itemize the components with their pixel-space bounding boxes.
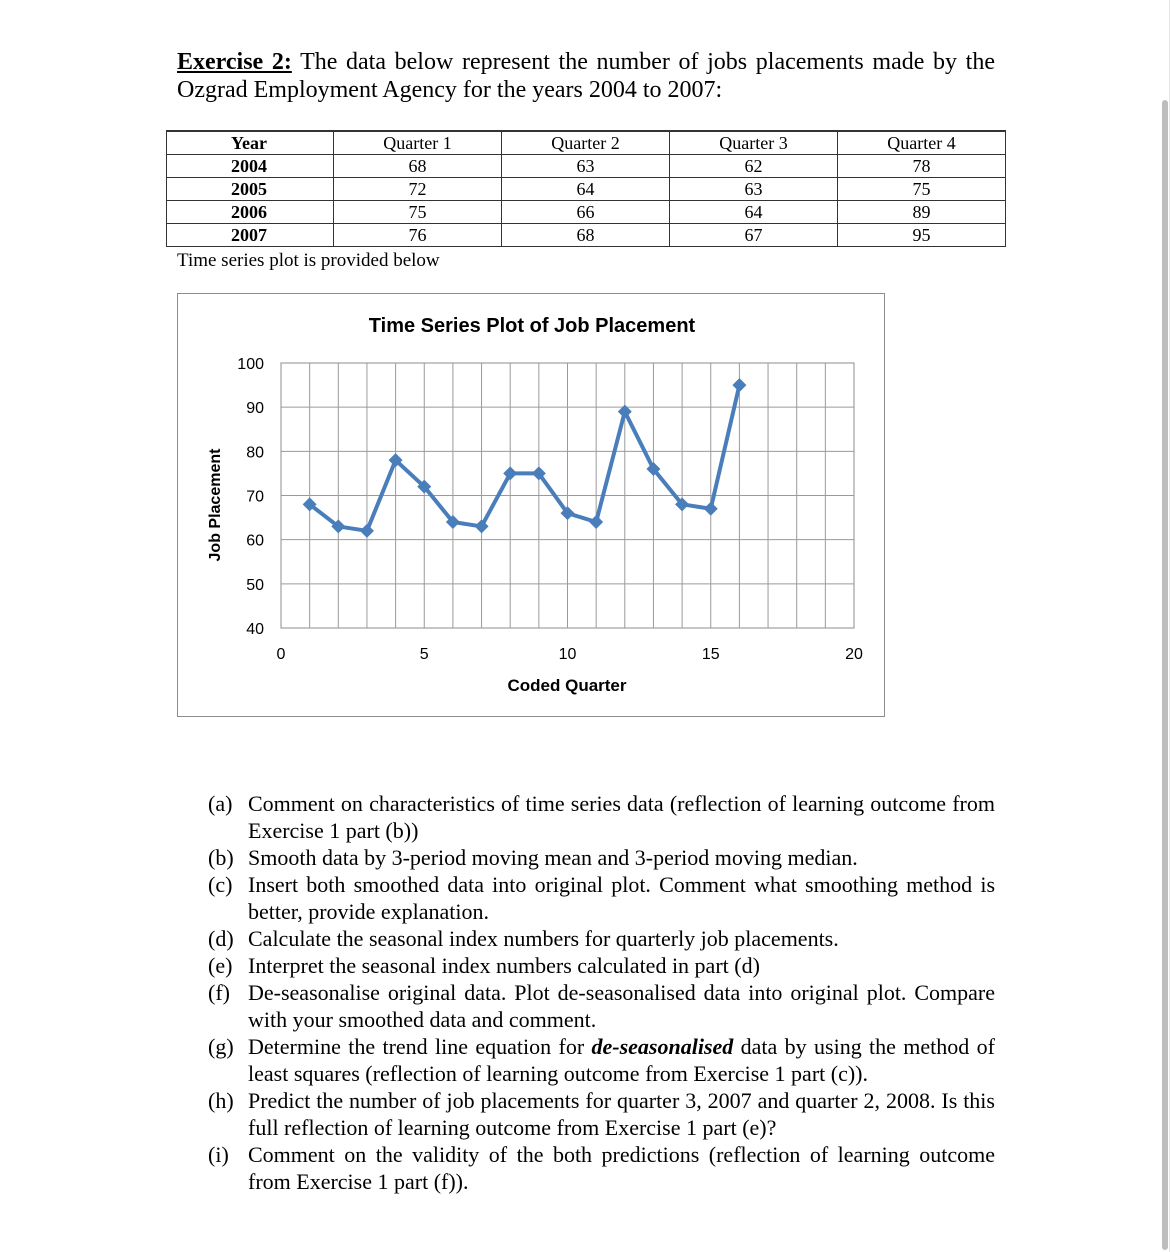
x-tick-label: 20 [845, 646, 863, 663]
question-label: (d) [208, 926, 234, 951]
question-label: (b) [208, 845, 234, 870]
y-tick-label: 60 [246, 532, 264, 550]
job-placement-table [166, 130, 1006, 247]
question-text-before: Determine the trend line equation for [248, 1034, 592, 1059]
question-text: Calculate the seasonal index numbers for quarterly job placements. [248, 926, 839, 951]
chart-grid [281, 363, 854, 628]
question-text: Insert both smoothed data into original plot. Comment what smoothing method is better, provide explanation. [248, 872, 995, 924]
question-label: (f) [208, 980, 230, 1005]
question-text: Smooth data by 3-period moving mean and 3-period moving median. [248, 845, 858, 870]
question-item [208, 790, 995, 844]
question-list [208, 790, 995, 1195]
table-cell: 64 [502, 178, 670, 201]
y-tick-label: 90 [246, 400, 264, 418]
table-cell: 76 [334, 224, 502, 247]
x-tick-label: 0 [276, 646, 286, 663]
data-point-marker [704, 502, 718, 516]
question-text: Predict the number of job placements for quarter 3, 2007 and quarter 2, 2008. Is this full reflection of learning outcome from Exercise 1 part (e)? [248, 1088, 995, 1140]
data-point-marker [732, 378, 746, 392]
data-point-marker [360, 524, 374, 538]
chart-title: Time Series Plot of Job Placement [368, 315, 696, 337]
table-cell: 89 [838, 201, 1006, 224]
y-axis-label: Job Placement [207, 448, 224, 562]
plot-note: Time series plot is provided below [177, 250, 440, 271]
table-row [167, 155, 1006, 178]
table-cell: 75 [334, 201, 502, 224]
exercise-heading [177, 48, 995, 104]
question-item [208, 844, 995, 871]
table-cell: 68 [334, 155, 502, 178]
question-text: De-seasonalise original data. Plot de-seasonalised data into original plot. Compare with your smoothed data and comment. [248, 980, 995, 1032]
time-series-chart [177, 293, 885, 717]
table-row [167, 224, 1006, 247]
header-year: Year [167, 131, 334, 155]
table-cell: 66 [502, 201, 670, 224]
table-header-row [167, 131, 1006, 155]
y-tick-label: 70 [246, 488, 264, 506]
question-text: Interpret the seasonal index numbers calculated in part (d) [248, 953, 760, 978]
table-cell-year: 2004 [167, 155, 334, 178]
table-cell-year: 2005 [167, 178, 334, 201]
question-emphasis: de-seasonalised [591, 1034, 734, 1059]
question-item [208, 1033, 995, 1087]
question-label: (h) [208, 1088, 234, 1113]
table-cell-year: 2007 [167, 224, 334, 247]
x-axis-label: Coded Quarter [507, 676, 627, 695]
y-tick-label: 50 [246, 576, 264, 594]
table-row [167, 201, 1006, 224]
chart-svg [178, 294, 886, 718]
y-tick-label: 80 [246, 444, 264, 462]
question-text: Comment on the validity of the both predictions (reflection of learning outcome from Exercise 1 part (f)). [248, 1142, 995, 1194]
table-cell: 62 [670, 155, 838, 178]
x-tick-label: 15 [701, 646, 720, 663]
header-quarter-1: Quarter 1 [334, 131, 502, 155]
exercise-label: Exercise 2: [177, 49, 292, 75]
vertical-scrollbar[interactable] [1162, 100, 1168, 1250]
question-item [208, 871, 995, 925]
data-point-marker [589, 515, 603, 529]
question-text-after: data by using the method of least squares (reflection of learning outcome from Exercise 1 part (c)). [248, 1034, 995, 1086]
header-quarter-2: Quarter 2 [502, 131, 670, 155]
table-cell: 63 [670, 178, 838, 201]
chart-ticks [237, 356, 863, 663]
exercise-intro: The data below represent the number of jobs placements made by the Ozgrad Employment Agency for the years 2004 to 2007: [177, 49, 995, 103]
question-item [208, 952, 995, 979]
table-cell: 68 [502, 224, 670, 247]
table-row [167, 178, 1006, 201]
question-item [208, 1087, 995, 1141]
question-item [208, 925, 995, 952]
table-cell-year: 2006 [167, 201, 334, 224]
question-text [248, 1034, 995, 1086]
header-quarter-3: Quarter 3 [670, 131, 838, 155]
y-tick-label: 40 [246, 621, 264, 638]
table-cell: 75 [838, 178, 1006, 201]
question-label: (i) [208, 1142, 229, 1167]
table-cell: 78 [838, 155, 1006, 178]
table-cell: 63 [502, 155, 670, 178]
table-cell: 64 [670, 201, 838, 224]
x-tick-label: 10 [558, 646, 577, 663]
question-item [208, 979, 995, 1033]
chart-series [303, 378, 747, 538]
table-cell: 95 [838, 224, 1006, 247]
question-label: (g) [208, 1034, 234, 1059]
table-cell: 67 [670, 224, 838, 247]
y-tick-label: 100 [237, 356, 264, 373]
question-text: Comment on characteristics of time series data (reflection of learning outcome from Exercise 1 part (b)) [248, 791, 995, 843]
x-tick-label: 5 [419, 646, 429, 663]
header-quarter-4: Quarter 4 [838, 131, 1006, 155]
question-label: (a) [208, 791, 233, 816]
question-label: (c) [208, 872, 233, 897]
table-cell: 72 [334, 178, 502, 201]
question-item [208, 1141, 995, 1195]
question-label: (e) [208, 953, 233, 978]
